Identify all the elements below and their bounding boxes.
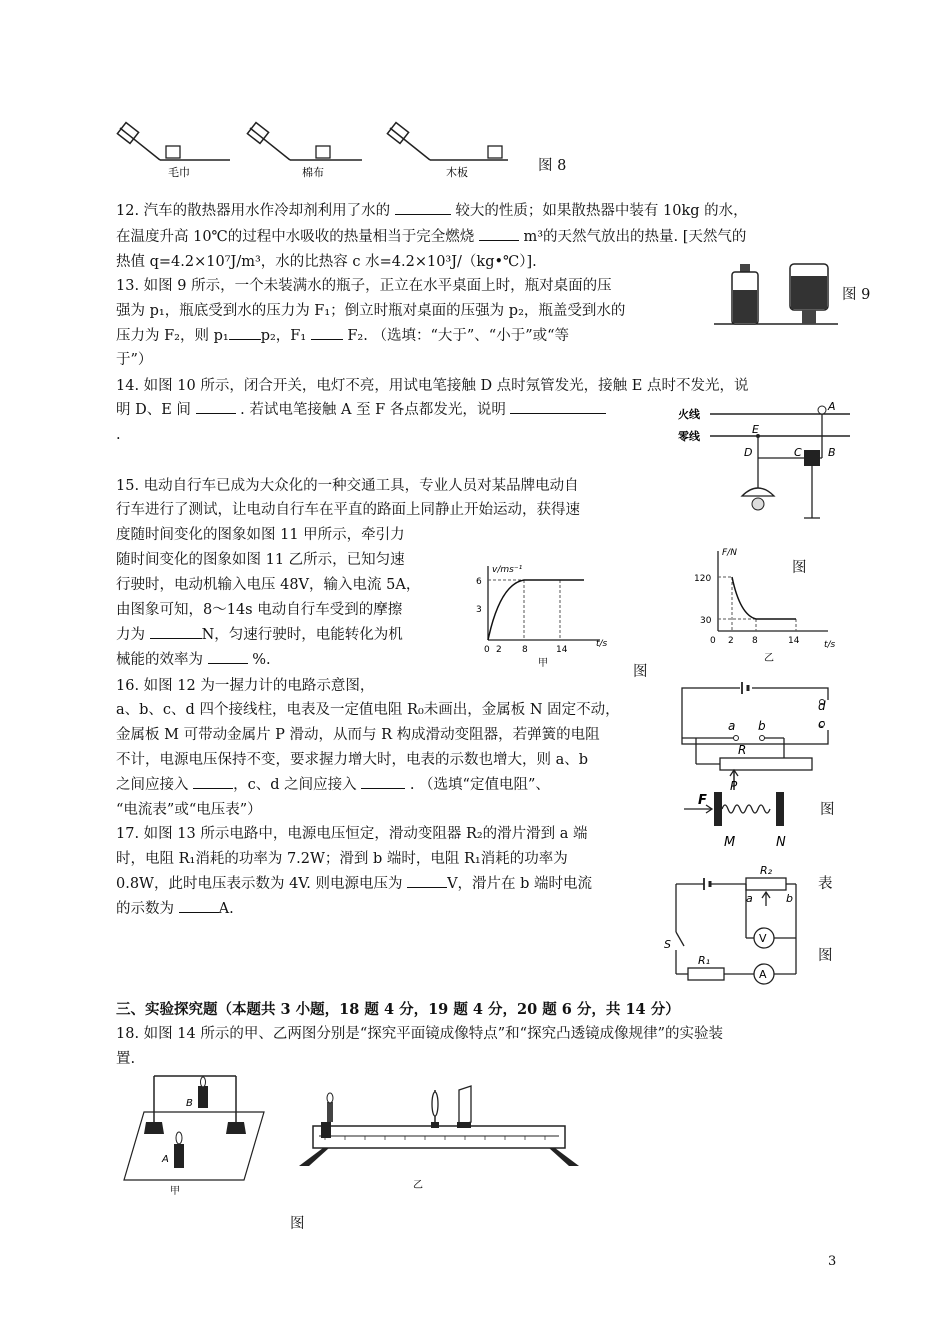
q15-line-6: 由图象可知，8～14s 电动自行车受到的摩擦 <box>116 602 403 618</box>
f-tick-120: 120 <box>694 574 712 584</box>
f-axis-label: F/N <box>722 548 737 558</box>
candle-A-label: A <box>162 1154 169 1165</box>
q15-text-7b: N，匀速行驶时，电能转化为机 <box>201 627 403 643</box>
end-b: b <box>786 892 793 905</box>
q16-text-5b: ，c、d 之间应接入 <box>233 777 357 793</box>
v-tick-3: 3 <box>476 605 482 615</box>
q13-line-3 <box>116 324 569 348</box>
q16-line-5 <box>116 773 550 797</box>
figure-9-bottles <box>710 260 840 330</box>
q14-line-1: 14. 如图 10 所示，闭合开关，电灯不亮，用试电笔接触 D 点时氖管发光，接触 E 点时不发光，说 <box>116 378 749 394</box>
q16-blank-1[interactable] <box>193 774 233 789</box>
page-number: 3 <box>828 1254 837 1269</box>
end-a: a <box>746 892 753 905</box>
t-tick-14-a: 14 <box>556 645 568 655</box>
q14-line-2 <box>116 398 606 422</box>
terminal-d: d <box>818 699 826 713</box>
point-C: C <box>794 446 802 459</box>
q13-text-3c: F₂. （选填：“大于”、“小于”或“等 <box>347 328 570 344</box>
slider-P: P <box>730 779 738 793</box>
q12-line-1 <box>116 199 748 223</box>
figure-8-label: 图 8 <box>538 158 567 174</box>
q15-text-8b: %. <box>252 652 271 668</box>
figure-11a-velocity-chart <box>460 562 610 672</box>
figure-10-household-circuit <box>678 400 853 528</box>
surface-label-cotton: 棉布 <box>302 166 324 179</box>
point-E: E <box>752 423 759 436</box>
t-tick-2-b: 2 <box>728 636 734 646</box>
q14-line-3: . <box>116 427 121 443</box>
resistor-R2: R₂ <box>760 864 773 877</box>
chart-a-name: 甲 <box>538 658 548 669</box>
q15-line-2: 行车进行了测试，让电动自行车在平直的路面上同静止开始运动，获得速 <box>116 502 580 518</box>
t-tick-14-b: 14 <box>788 636 800 646</box>
t-tick-8-a: 8 <box>522 645 528 655</box>
incline-cotton <box>247 123 362 160</box>
q16-line-4: 不计，电源电压保持不变，要求握力增大时，电表的示数也增大，则 a、b <box>116 752 589 768</box>
q15-line-3: 度随时间变化的图象如图 11 甲所示，牵引力 <box>116 527 405 543</box>
q17-side-label-2: 图 <box>818 948 833 964</box>
t-tick-0-a: 0 <box>484 645 490 655</box>
q12-text-1a: 12. 汽车的散热器用水作冷却剂利用了水的 <box>116 203 391 219</box>
q18-line-1: 18. 如图 14 所示的甲、乙两图分别是“探究平面镜成像特点”和“探究凸透镜成像规律”的实验装 <box>116 1026 723 1042</box>
q17-blank-2[interactable] <box>179 898 219 913</box>
fire-line-label: 火线 <box>678 408 700 421</box>
bottle-upright <box>732 264 758 324</box>
voltmeter-V: V <box>759 932 767 945</box>
q15-line-1: 15. 电动自行车已成为大众化的一种交通工具，专业人员对某品牌电动自 <box>116 478 579 494</box>
q15-line-7 <box>116 623 403 647</box>
q15-fig-label-a: 图 <box>633 664 648 680</box>
plate-N: N <box>776 835 786 850</box>
incline-board <box>387 123 508 160</box>
q17-line-4 <box>116 897 234 921</box>
q14-blank-1[interactable] <box>196 399 236 414</box>
q13-line-1: 13. 如图 9 所示，一个未装满水的瓶子，正立在水平桌面上时，瓶对桌面的压 <box>116 278 612 294</box>
q16-blank-2[interactable] <box>361 774 405 789</box>
t-tick-2-a: 2 <box>496 645 502 655</box>
terminal-a: a <box>728 719 736 733</box>
point-D: D <box>744 446 753 459</box>
q16-text-5c: . （选填“定值电阻”、 <box>409 777 550 793</box>
q17-text-3b: V，滑片在 b 端时电流 <box>447 876 593 892</box>
q18-fig-label: 图 <box>290 1216 305 1232</box>
point-B: B <box>828 446 836 459</box>
q17-text-3a: 0.8W，此时电压表示数为 4V. 则电源电压为 <box>116 876 403 892</box>
v-axis-label: v/ms⁻¹ <box>492 565 523 575</box>
q15-blank-2[interactable] <box>208 649 248 664</box>
q15-fig-label-b: 图 <box>792 560 807 576</box>
q17-blank-1[interactable] <box>407 873 447 888</box>
bottle-inverted <box>790 264 828 324</box>
q16-line-3: 金属板 M 可带动金属片 P 滑动，从而与 R 构成滑动变阻器，若弹簧的电阻 <box>116 727 600 743</box>
q15-text-7a: 力为 <box>116 627 145 643</box>
q17-line-1: 17. 如图 13 所示电路中，电源电压恒定，滑动变阻器 R₂的滑片滑到 a 端 <box>116 826 588 842</box>
plate-M: M <box>724 835 736 850</box>
q14-text-2a: 明 D、E 间 <box>116 402 191 418</box>
q12-text-2b: m³的天然气放出的热量. [天然气的 <box>523 229 747 245</box>
figure-14a-plane-mirror <box>114 1072 274 1202</box>
zero-line-label: 零线 <box>678 430 700 443</box>
point-A: A <box>828 400 836 413</box>
q13-text-3a: 压力为 F₂，则 p₁ <box>116 328 229 344</box>
v-tick-6: 6 <box>476 577 482 587</box>
q17-text-4b: A. <box>218 901 234 917</box>
t-tick-8-b: 8 <box>752 636 758 646</box>
t-axis-label-a: t/s <box>596 639 608 649</box>
section-3-heading: 三、实验探究题（本题共 3 小题，18 题 4 分，19 题 4 分，20 题 6 分，共 14 分） <box>116 1001 680 1018</box>
terminal-b: b <box>758 719 766 733</box>
resistor-R: R <box>738 743 747 757</box>
surface-label-towel: 毛巾 <box>168 166 190 179</box>
surface-label-board: 木板 <box>446 166 468 179</box>
q17-line-2: 时，电阻 R₁消耗的功率为 7.2W；滑到 b 端时，电阻 R₁消耗的功率为 <box>116 851 568 867</box>
q16-line-6: “电流表”或“电压表”） <box>116 802 262 818</box>
q12-line-3: 热值 q=4.2×10⁷J/m³，水的比热容 c 水=4.2×10³J/（kg•℃）]. <box>116 254 537 270</box>
figure-12-grip-meter-circuit <box>676 680 836 850</box>
q16-text-5a: 之间应接入 <box>116 777 189 793</box>
q13-blank-1[interactable] <box>229 325 261 340</box>
q15-line-8 <box>116 648 271 672</box>
figure-14b-optical-bench <box>295 1082 585 1192</box>
q17-side-label-1: 表 <box>818 876 833 892</box>
q12-line-2 <box>116 225 746 249</box>
chart-b-name: 乙 <box>764 653 774 664</box>
q16-line-2: a、b、c、d 四个接线柱，电表及一定值电阻 R₀未画出，金属板 N 固定不动， <box>116 702 620 718</box>
q17-text-4a: 的示数为 <box>116 901 174 917</box>
q12-text-1b: 较大的性质；如果散热器中装有 10kg 的水， <box>455 203 748 219</box>
incline-towel <box>117 123 230 160</box>
force-F: F <box>698 793 707 808</box>
f-tick-30: 30 <box>700 616 712 626</box>
resistor-R1: R₁ <box>698 954 711 967</box>
q15-blank-1[interactable] <box>150 624 202 639</box>
figure-8-friction-diagrams <box>110 120 530 180</box>
q12-blank-2[interactable] <box>479 226 519 241</box>
candle-B-label: B <box>186 1098 193 1109</box>
q14-blank-2[interactable] <box>510 399 606 414</box>
q13-line-2: 强为 p₁，瓶底受到水的压力为 F₁；倒立时瓶对桌面的压强为 p₂，瓶盖受到水的 <box>116 303 626 319</box>
q15-text-8a: 械能的效率为 <box>116 652 203 668</box>
fig-14a-name: 甲 <box>170 1186 180 1197</box>
q16-fig-label: 图 <box>820 802 835 818</box>
q12-text-2a: 在温度升高 10℃的过程中水吸收的热量相当于完全燃烧 <box>116 229 475 245</box>
q15-line-4: 随时间变化的图象如图 11 乙所示，已知匀速 <box>116 552 405 568</box>
q13-text-3b: p₂，F₁ <box>260 328 307 344</box>
t-tick-0-b: 0 <box>710 636 716 646</box>
q14-text-2b: . 若试电笔接触 A 至 F 各点都发光，说明 <box>240 402 506 418</box>
switch-S: S <box>664 938 671 951</box>
figure-9-label: 图 9 <box>842 287 871 303</box>
t-axis-label-b: t/s <box>824 640 836 650</box>
q12-blank-1[interactable] <box>395 200 451 215</box>
q15-line-5: 行驶时，电动机输入电压 48V，输入电流 5A， <box>116 577 421 593</box>
terminal-c: c <box>818 717 825 731</box>
ammeter-A: A <box>759 968 767 981</box>
q18-line-2: 置. <box>116 1051 136 1067</box>
q13-blank-2[interactable] <box>311 325 343 340</box>
q13-line-4: 于”） <box>116 352 153 368</box>
q17-line-3 <box>116 872 592 896</box>
fig-14b-name: 乙 <box>413 1180 423 1191</box>
q16-line-1: 16. 如图 12 为一握力计的电路示意图， <box>116 678 375 694</box>
figure-11b-force-chart <box>688 545 838 665</box>
figure-13-circuit <box>660 862 810 990</box>
